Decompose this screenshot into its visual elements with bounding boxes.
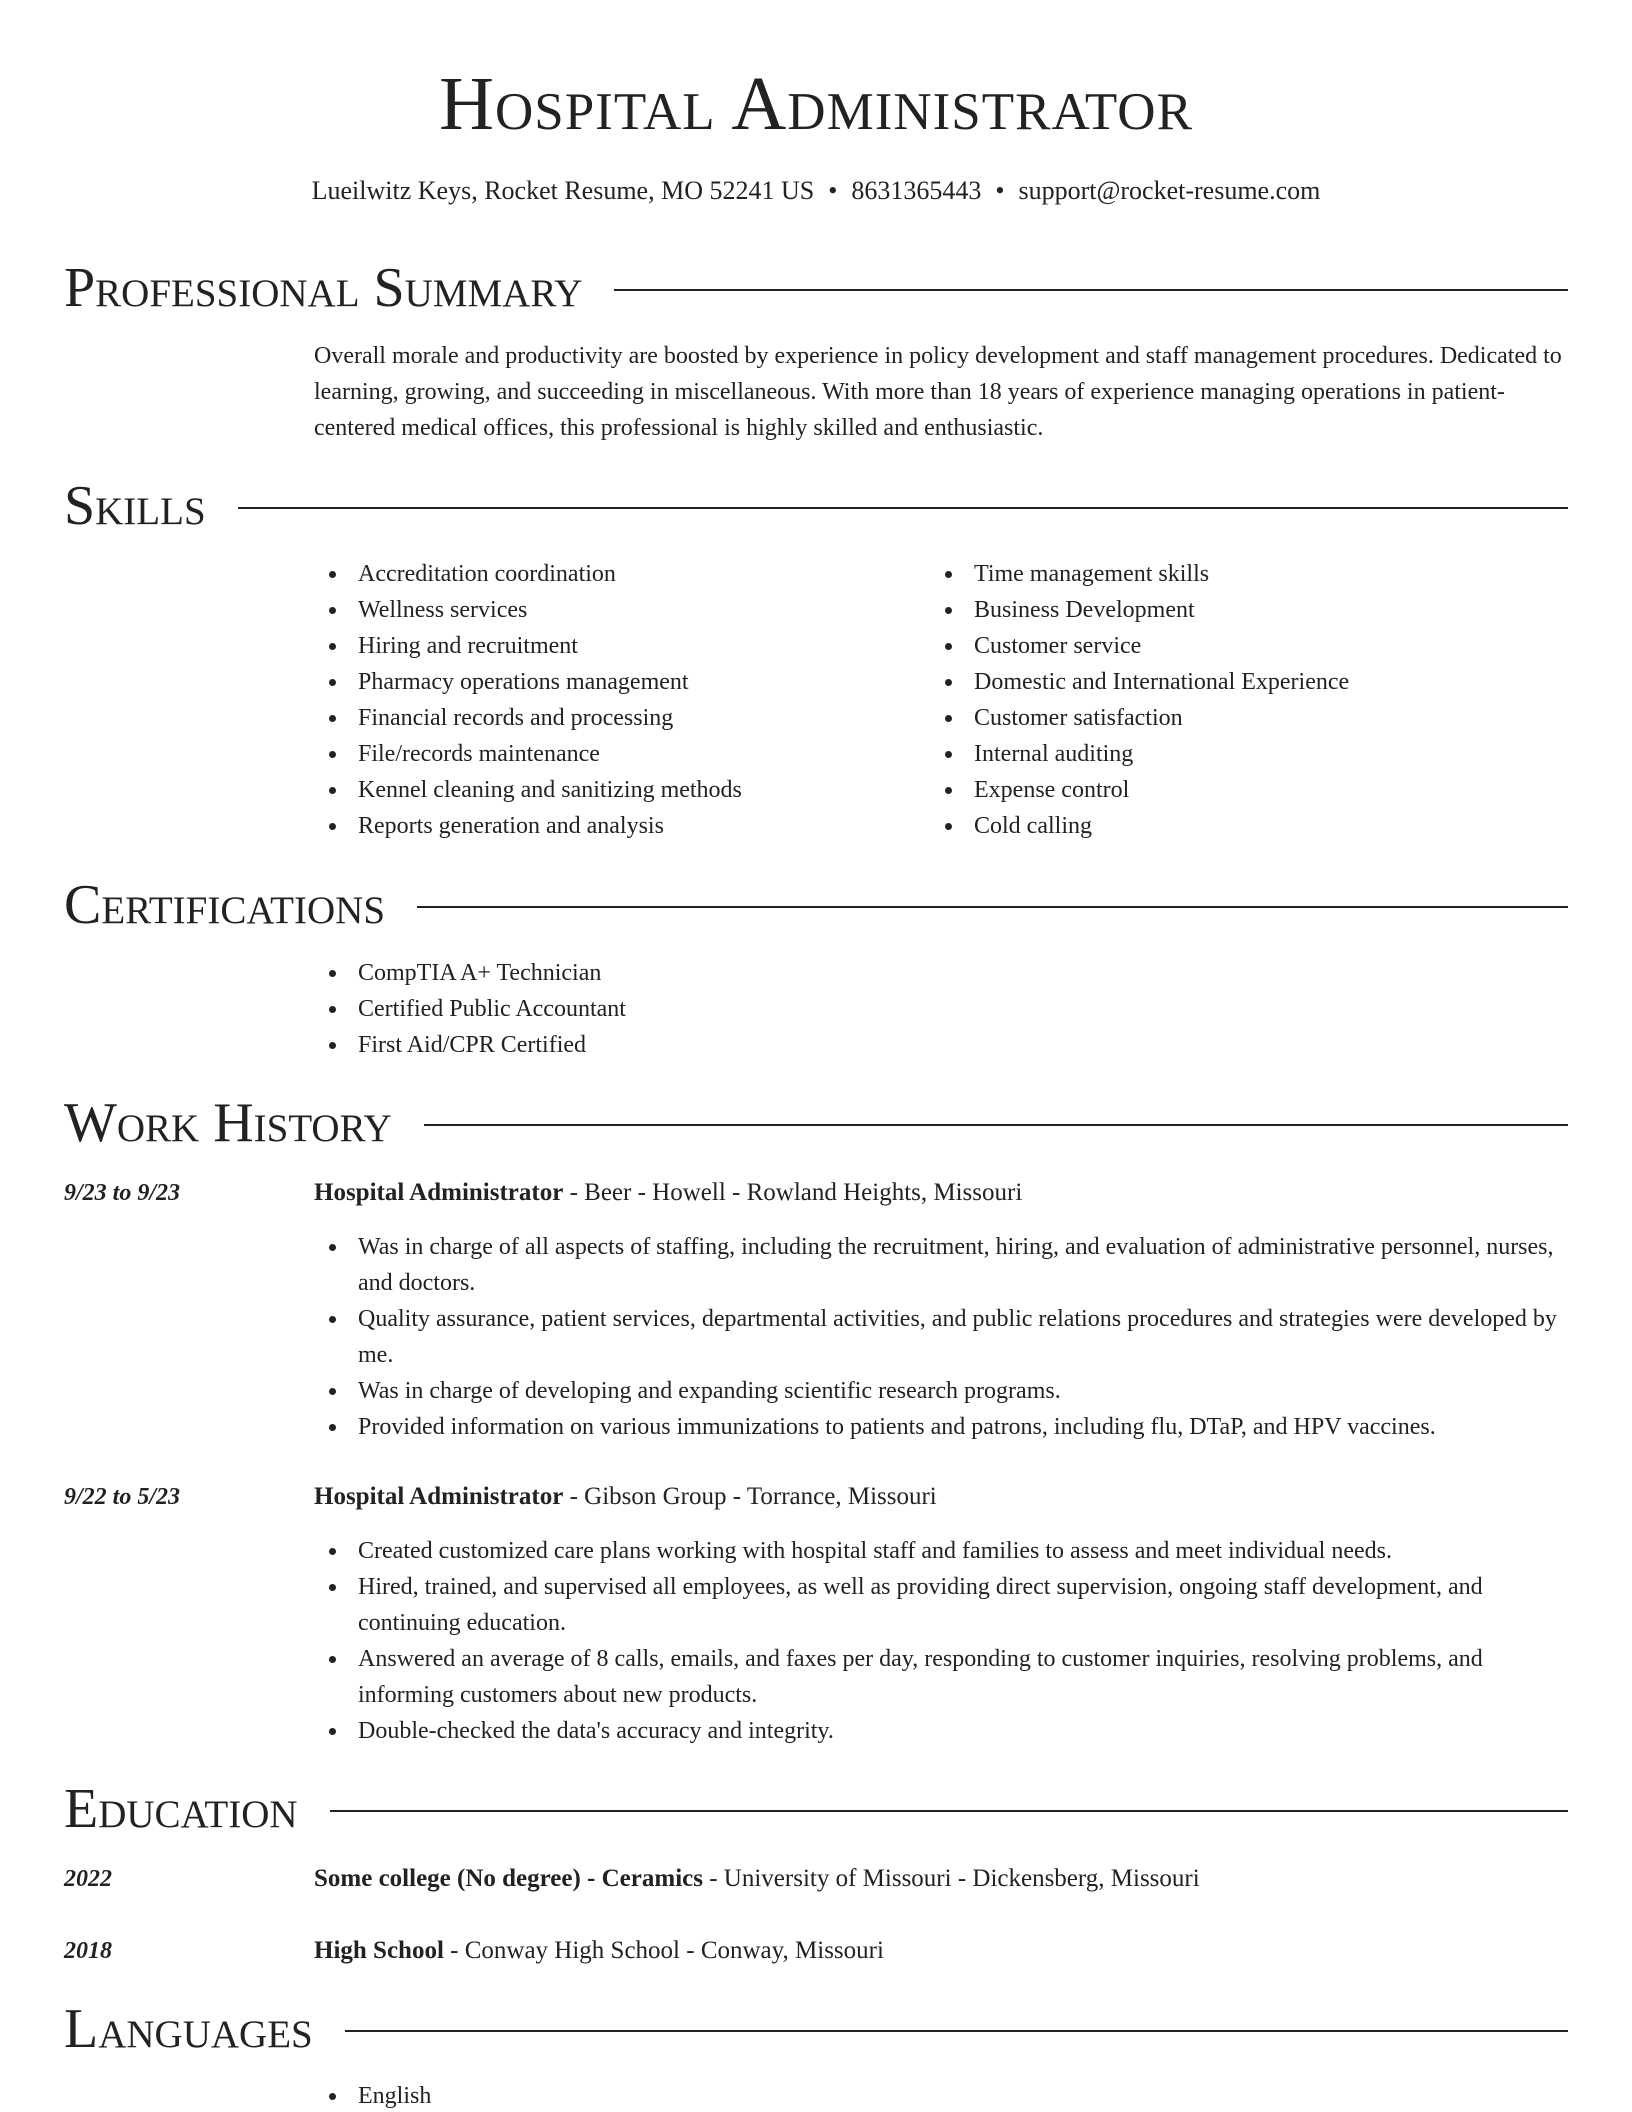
- contact-line: [0, 173, 1632, 209]
- skill-item: Domestic and International Experience: [930, 664, 1570, 700]
- education-headline: [314, 1933, 1568, 1969]
- contact-address: Lueilwitz Keys, Rocket Resume, MO 52241 US: [311, 176, 815, 205]
- job-entry: [64, 1175, 1568, 1455]
- education-entry: [64, 1861, 1568, 1901]
- job-headline: [314, 1175, 1568, 1211]
- education-school: - Conway High School - Conway, Missouri: [443, 1937, 884, 1964]
- education-year: 2018: [64, 1938, 112, 1964]
- section-title: Skills: [64, 475, 206, 537]
- section-title: Education: [64, 1778, 298, 1840]
- contact-separator: •: [828, 176, 838, 205]
- section-divider: [614, 289, 1568, 291]
- job-duty: Created customized care plans working with hospital staff and families to assess and meet individual needs.: [314, 1533, 1568, 1569]
- job-duty: Was in charge of all aspects of staffing, including the recruitment, hiring, and evaluation of administrative personnel, nurses, and doctors.: [314, 1229, 1568, 1301]
- section-title: Certifications: [64, 874, 386, 936]
- section-title: Languages: [64, 1998, 313, 2060]
- skill-item: Customer service: [930, 628, 1570, 664]
- contact-separator: •: [995, 176, 1005, 205]
- language-item: English: [314, 2078, 914, 2112]
- skill-item: Hiring and recruitment: [314, 628, 914, 664]
- job-dates: 9/22 to 5/23: [64, 1484, 181, 1510]
- section-divider: [417, 906, 1568, 908]
- job-title: Hospital Administrator: [314, 1179, 564, 1206]
- job-entry: [64, 1479, 1568, 1759]
- certification-item: First Aid/CPR Certified: [314, 1027, 1114, 1063]
- section-header-work-history: [64, 1089, 1568, 1157]
- section-divider: [330, 1810, 1568, 1812]
- job-title: Hospital Administrator: [314, 1483, 564, 1510]
- skill-item: Accreditation coordination: [314, 556, 914, 592]
- skill-item: Cold calling: [930, 808, 1570, 844]
- contact-email: support@rocket-resume.com: [1018, 176, 1321, 205]
- skill-item: Kennel cleaning and sanitizing methods: [314, 772, 914, 808]
- education-entry: [64, 1933, 1568, 1973]
- skill-item: Pharmacy operations management: [314, 664, 914, 700]
- section-header-education: [64, 1775, 1568, 1843]
- job-duty: Hired, trained, and supervised all employees, as well as providing direct supervision, ongoing staff development, and continuing education.: [314, 1569, 1568, 1641]
- education-year: 2022: [64, 1866, 112, 1892]
- section-header-summary: [64, 254, 1568, 322]
- section-header-languages: [64, 1995, 1568, 2063]
- skill-item: Internal auditing: [930, 736, 1570, 772]
- education-headline: [314, 1861, 1568, 1897]
- section-divider: [424, 1124, 1568, 1126]
- contact-phone: 8631365443: [851, 176, 982, 205]
- skill-item: File/records maintenance: [314, 736, 914, 772]
- section-header-skills: [64, 472, 1568, 540]
- certification-item: Certified Public Accountant: [314, 991, 1114, 1027]
- job-employer: - Gibson Group - Torrance, Missouri: [563, 1483, 937, 1510]
- section-divider: [238, 507, 1568, 509]
- skill-item: Customer satisfaction: [930, 700, 1570, 736]
- job-duty: Quality assurance, patient services, departmental activities, and public relations procedures and strategies were developed by me.: [314, 1301, 1568, 1373]
- job-duty: Was in charge of developing and expanding scientific research programs.: [314, 1373, 1568, 1409]
- job-duties: [314, 1533, 1568, 1749]
- job-dates: 9/23 to 9/23: [64, 1180, 181, 1206]
- job-duties: [314, 1229, 1568, 1445]
- education-school: - University of Missouri - Dickensberg, Missouri: [702, 1865, 1200, 1892]
- section-header-certifications: [64, 871, 1568, 939]
- skill-item: Financial records and processing: [314, 700, 914, 736]
- skills-column-left: [314, 556, 914, 844]
- job-employer: - Beer - Howell - Rowland Heights, Missouri: [563, 1179, 1023, 1206]
- candidate-name: Hospital Administrator: [439, 62, 1193, 146]
- summary-paragraph: Overall morale and productivity are boosted by experience in policy development and staff management procedures. Dedicated to learning, growing, and succeeding in miscellaneous. With more than 18 years of experience managing operations in patient-centered medical offices, this professional is highly skilled and enthusiastic.: [314, 343, 1562, 441]
- skill-item: Wellness services: [314, 592, 914, 628]
- job-duty: Provided information on various immunizations to patients and patrons, including flu, DTaP, and HPV vaccines.: [314, 1409, 1568, 1445]
- skill-item: Time management skills: [930, 556, 1570, 592]
- job-headline: [314, 1479, 1568, 1515]
- skill-item: Business Development: [930, 592, 1570, 628]
- section-title: Professional Summary: [64, 257, 583, 319]
- certifications-list: [314, 955, 1114, 1063]
- languages-list: [314, 2078, 914, 2112]
- skills-column-right: [930, 556, 1570, 844]
- job-duty: Double-checked the data's accuracy and integrity.: [314, 1713, 1568, 1749]
- section-title: Work History: [64, 1092, 392, 1154]
- certification-item: CompTIA A+ Technician: [314, 955, 1114, 991]
- job-duty: Answered an average of 8 calls, emails, and faxes per day, responding to customer inquiries, resolving problems, and informing customers about new products.: [314, 1641, 1568, 1713]
- skill-item: Expense control: [930, 772, 1570, 808]
- skill-item: Reports generation and analysis: [314, 808, 914, 844]
- education-degree: Some college (No degree) - Ceramics: [314, 1865, 703, 1892]
- section-divider: [345, 2030, 1568, 2032]
- education-degree: High School: [314, 1937, 444, 1964]
